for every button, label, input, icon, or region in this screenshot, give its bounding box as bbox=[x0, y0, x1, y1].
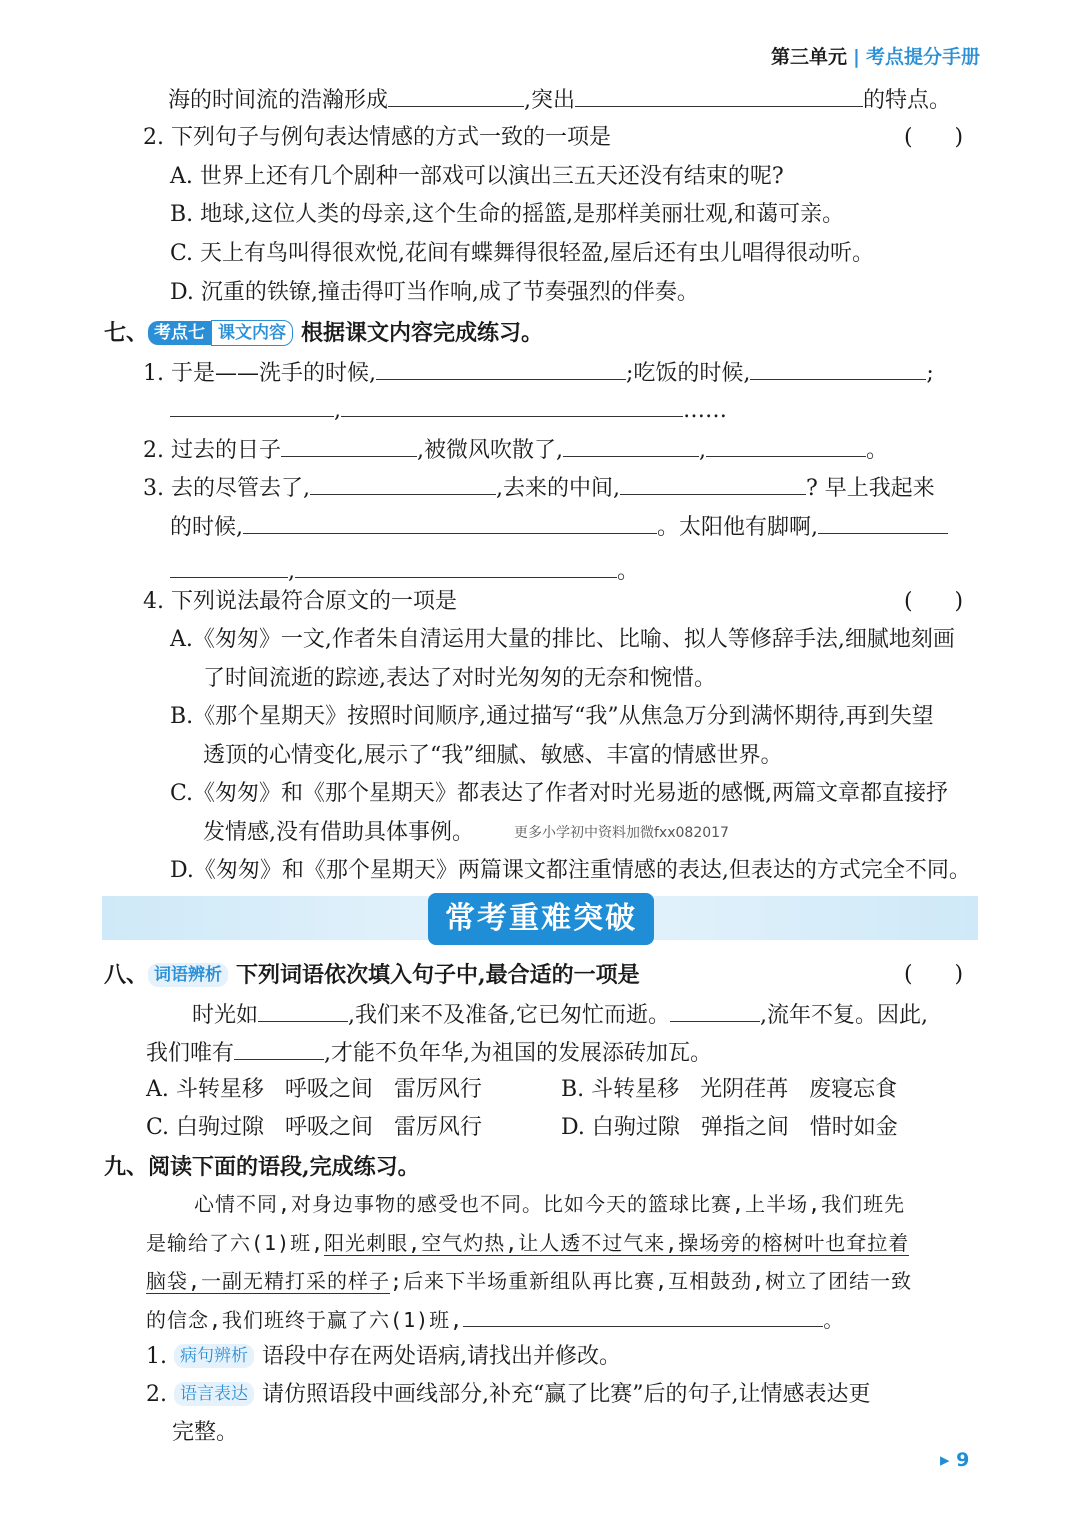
q-top-line: 海的时间流的浩瀚形成 ,突出 的特点。 bbox=[168, 84, 951, 116]
passage-line: 是输给了六(1)班,阳光刺眼,空气灼热,让人透不过气来,操场旁的榕树叶也耷拉着 bbox=[146, 1231, 910, 1255]
book-title: 考点提分手册 bbox=[865, 46, 980, 68]
option-a: A. 世界上还有几个剧种一部戏可以演出三五天还没有结束的呢? bbox=[170, 164, 784, 189]
answer-paren[interactable]: ( ) bbox=[904, 962, 964, 987]
question-6-2-stem: 2. 下列句子与例句表达情感的方式一致的一项是 bbox=[143, 125, 611, 150]
question-7-1: 1. 于是——洗手的时候, ;吃饭的时候, ; bbox=[143, 357, 934, 389]
question-7-4-stem: 4. 下列说法最符合原文的一项是 bbox=[143, 589, 457, 614]
question-7-3-cont2: , 。 bbox=[170, 555, 639, 587]
option-c: C. 天上有鸟叫得很欢悦,花间有蝶舞得很轻盈,屋后还有虫儿唱得很动听。 bbox=[170, 241, 875, 266]
blank[interactable] bbox=[670, 999, 760, 1022]
blank[interactable] bbox=[234, 1037, 324, 1060]
blank[interactable] bbox=[376, 357, 626, 380]
page-number: ▸ 9 bbox=[940, 1449, 970, 1471]
unit-label: 第三单元 bbox=[771, 46, 848, 68]
blank[interactable] bbox=[310, 472, 496, 495]
option-a-cont: 了时间流逝的踪迹,表达了对时光匆匆的无奈和惋惜。 bbox=[203, 666, 716, 691]
question-8-text-cont: 我们唯有 ,才能不负年华,为祖国的发展添砖加瓦。 bbox=[146, 1037, 712, 1069]
question-9-2: 2. 语言表达 请仿照语段中画线部分,补充“赢了比赛”后的句子,让情感表达更 bbox=[146, 1382, 871, 1407]
blank[interactable] bbox=[258, 999, 348, 1022]
option-a: A. 斗转星移 呼吸之间 雷厉风行 bbox=[146, 1077, 482, 1102]
question-7-3-cont: 的时候, 。太阳他有脚啊, bbox=[170, 511, 948, 543]
option-b: B.《那个星期天》按照时间顺序,通过描写“我”从焦急万分到满怀期待,再到失望 bbox=[170, 704, 934, 729]
question-9-2-cont: 完整。 bbox=[172, 1420, 239, 1445]
option-a: A.《匆匆》一文,作者朱自清运用大量的排比、比喻、拟人等修辞手法,细腻地刻画 bbox=[170, 627, 955, 652]
topic-tag: 课文内容 bbox=[211, 320, 293, 346]
topic-tag: 词语辨析 bbox=[148, 963, 228, 987]
option-c-cont: 发情感,没有借助具体事例。 bbox=[203, 820, 474, 845]
blank[interactable] bbox=[388, 84, 524, 107]
question-7-1-cont: , …… bbox=[170, 394, 727, 426]
blank[interactable] bbox=[620, 472, 806, 495]
blank[interactable] bbox=[706, 434, 866, 457]
option-d: D. 白驹过隙 弹指之间 惜时如金 bbox=[561, 1115, 898, 1140]
option-b-cont: 透顶的心情变化,展示了“我”细腻、敏感、丰富的情感世界。 bbox=[203, 743, 783, 768]
blank[interactable] bbox=[295, 555, 617, 578]
section-9-heading: 九、阅读下面的语段,完成练习。 bbox=[104, 1154, 420, 1180]
option-c: C. 白驹过隙 呼吸之间 雷厉风行 bbox=[146, 1115, 482, 1140]
blank[interactable] bbox=[243, 511, 657, 534]
section-7-heading: 七、 考点七 课文内容 根据课文内容完成练习。 bbox=[104, 320, 544, 346]
question-7-3: 3. 去的尽管去了, ,去来的中间, ? 早上我起来 bbox=[143, 472, 935, 504]
option-d: D.《匆匆》和《那个星期天》两篇课文都注重情感的表达,但表达的方式完全不同。 bbox=[170, 858, 971, 883]
option-b: B. 地球,这位人类的母亲,这个生命的摇篮,是那样美丽壮观,和蔼可亲。 bbox=[170, 202, 845, 227]
blank[interactable] bbox=[281, 434, 417, 457]
blank[interactable] bbox=[750, 357, 926, 380]
topic-tag: 考点七 bbox=[148, 321, 211, 345]
topic-tag: 病句辨析 bbox=[174, 1344, 254, 1368]
section-8-heading: 八、 词语辨析 下列词语依次填入句子中,最合适的一项是 bbox=[104, 962, 640, 988]
option-c: C.《匆匆》和《那个星期天》都表达了作者对时光易逝的感慨,两篇文章都直接抒 bbox=[170, 781, 949, 806]
blank[interactable] bbox=[818, 511, 948, 534]
blank[interactable] bbox=[170, 555, 288, 578]
banner-title: 常考重难突破 bbox=[428, 893, 654, 945]
blank[interactable] bbox=[563, 434, 699, 457]
question-9-1: 1. 病句辨析 语段中存在两处语病,请找出并修改。 bbox=[146, 1344, 621, 1369]
question-7-2: 2. 过去的日子 ,被微风吹散了, , 。 bbox=[143, 434, 888, 466]
header-separator: | bbox=[853, 46, 860, 68]
blank[interactable] bbox=[575, 84, 863, 107]
blank[interactable] bbox=[463, 1304, 823, 1327]
blank[interactable] bbox=[341, 394, 683, 417]
passage-line: 脑袋,一副无精打采的样子;后来下半场重新组队再比赛,互相鼓劲,树立了团结一致 bbox=[146, 1269, 913, 1293]
answer-paren[interactable]: ( ) bbox=[904, 125, 964, 150]
passage-line: 心情不同,对身边事物的感受也不同。比如今天的篮球比赛,上半场,我们班先 bbox=[194, 1192, 906, 1216]
topic-tag: 语言表达 bbox=[174, 1382, 254, 1406]
question-8-text: 时光如 ,我们来不及准备,它已匆忙而逝。 ,流年不复。因此, bbox=[192, 999, 928, 1031]
underlined-phrase: 脑袋,一副无精打采的样子 bbox=[146, 1269, 391, 1293]
underlined-phrase: 阳光刺眼,空气灼热,让人透不过气来,操场旁的榕树叶也耷拉着 bbox=[324, 1231, 910, 1255]
option-b: B. 斗转星移 光阴荏苒 废寝忘食 bbox=[561, 1077, 898, 1102]
option-d: D. 沉重的铁镣,撞击得叮当作响,成了节奏强烈的伴奏。 bbox=[170, 280, 699, 305]
page-header bbox=[771, 42, 980, 69]
answer-paren[interactable]: ( ) bbox=[904, 589, 964, 614]
blank[interactable] bbox=[170, 394, 334, 417]
passage-line: 的信念,我们班终于赢了六(1)班, 。 bbox=[146, 1304, 844, 1335]
watermark-text: 更多小学初中资料加微fxx082017 bbox=[514, 825, 729, 841]
